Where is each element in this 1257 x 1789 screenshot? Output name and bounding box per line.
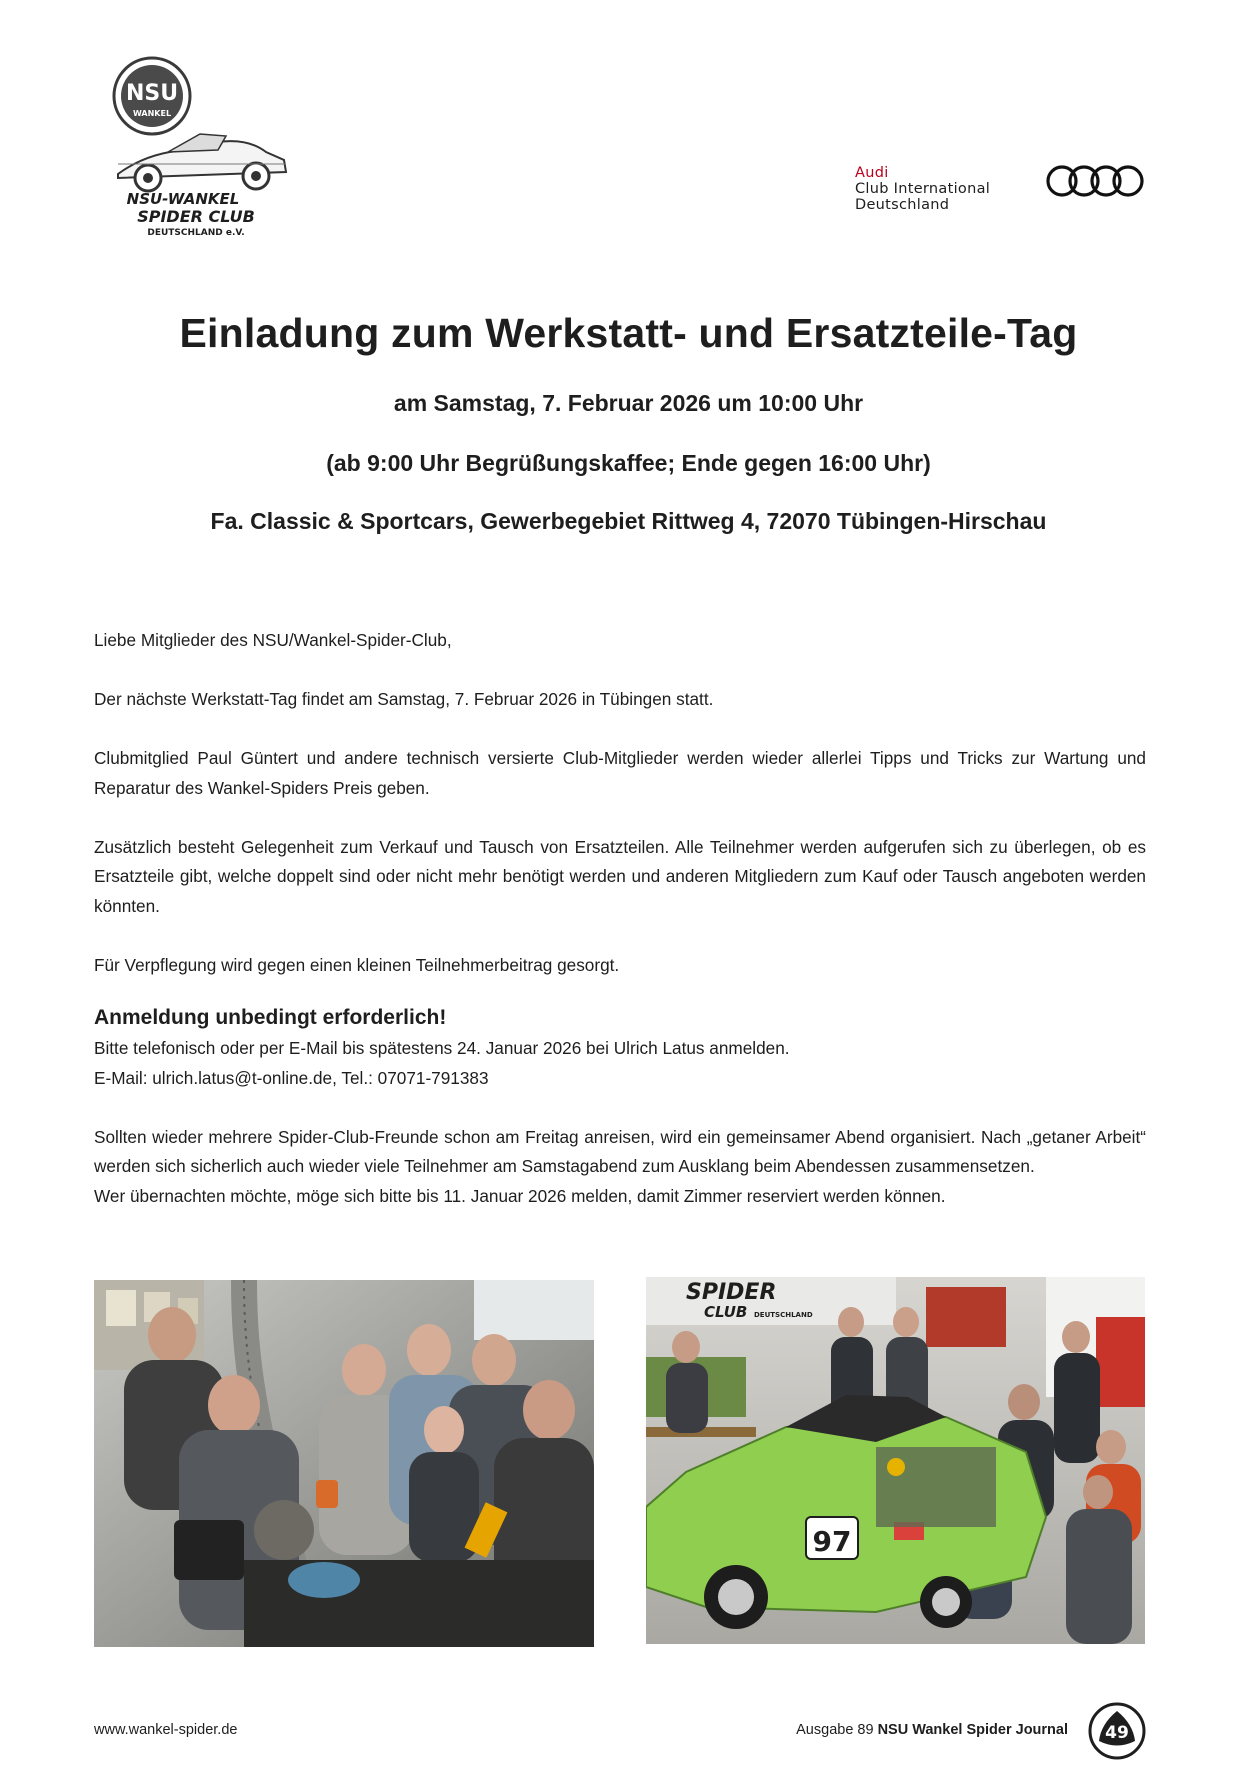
paragraph-parts-exchange: Zusätzlich besteht Gelegenheit zum Verkauf und Tausch von Ersatzteilen. Alle Teilnehmer werden aufgerufen sich zu überlegen, ob es Ersatzteile gibt, welche doppelt sind oder nicht mehr benötigt werden und anderen Mitgliedern zum Kauf oder Tausch angeboten werden könnten. bbox=[94, 836, 1146, 916]
footer-issue-number: Ausgabe 89 bbox=[796, 1722, 874, 1738]
paragraph-tips: Clubmitglied Paul Güntert und andere technisch versierte Club-Mitglieder werden wieder allerlei Tipps und Tricks zur Wartung und Reparatur des Wankel-Spiders Preis geben. bbox=[94, 748, 1146, 798]
letter-body bbox=[94, 626, 1146, 1211]
svg-text:97: 97 bbox=[812, 1525, 852, 1558]
svg-text:49: 49 bbox=[1105, 1723, 1129, 1743]
contact-line: E-Mail: ulrich.latus@t-online.de, Tel.: 07071-791383 bbox=[94, 1067, 489, 1088]
event-date: am Samstag, 7. Februar 2026 um 10:00 Uhr bbox=[393, 390, 864, 416]
svg-text:SPIDER CLUB: SPIDER CLUB bbox=[137, 207, 255, 226]
paragraph-overnight: Wer übernachten möchte, möge sich bitte bis 11. Januar 2026 melden, damit Zimmer reserviert werden können. bbox=[94, 1185, 946, 1206]
svg-text:WANKEL: WANKEL bbox=[132, 109, 172, 118]
greeting: Liebe Mitglieder des NSU/Wankel-Spider-Club, bbox=[94, 630, 452, 650]
svg-text:NSU-WANKEL: NSU-WANKEL bbox=[126, 190, 240, 208]
paragraph-catering: Für Verpflegung wird gegen einen kleinen Teilnehmerbeitrag gesorgt. bbox=[94, 954, 620, 975]
footer-journal-name: NSU Wankel Spider Journal bbox=[877, 1722, 1068, 1738]
audi-club-line: Club International bbox=[855, 181, 991, 197]
audi-wordmark: Audi bbox=[855, 165, 889, 181]
workshop-photo-group bbox=[94, 1280, 594, 1647]
paragraph-date: Der nächste Werkstatt-Tag findet am Samstag, 7. Februar 2026 in Tübingen statt. bbox=[94, 689, 714, 709]
registration-heading: Anmeldung unbedingt erforderlich! bbox=[94, 1006, 447, 1029]
audi-country-line: Deutschland bbox=[855, 197, 950, 213]
event-times: (ab 9:00 Uhr Begrüßungskaffee; Ende gegen 16:00 Uhr) bbox=[326, 450, 931, 476]
audi-rings-icon bbox=[1045, 162, 1145, 200]
footer-website: www.wankel-spider.de bbox=[94, 1722, 238, 1738]
workshop-photo-car bbox=[646, 1277, 1145, 1644]
footer-issue bbox=[796, 1722, 1068, 1738]
svg-text:CLUB: CLUB bbox=[704, 1303, 748, 1321]
nsu-wankel-spider-club-logo bbox=[108, 56, 298, 246]
svg-text:NSU: NSU bbox=[125, 81, 179, 106]
svg-text:DEUTSCHLAND: DEUTSCHLAND bbox=[754, 1311, 813, 1319]
registration-text: Bitte telefonisch oder per E-Mail bis spätestens 24. Januar 2026 bei Ulrich Latus anmelden. bbox=[94, 1038, 790, 1058]
page-number-badge bbox=[1088, 1702, 1146, 1760]
page-title: Einladung zum Werkstatt- und Ersatzteile-Tag bbox=[179, 310, 1078, 356]
svg-text:DEUTSCHLAND e.V.: DEUTSCHLAND e.V. bbox=[147, 228, 245, 238]
paragraph-evening: Sollten wieder mehrere Spider-Club-Freunde schon am Freitag anreisen, wird ein gemeinsamer Abend organisiert. Nach „getaner Arbeit“ werden sich sicherlich auch wieder viele Teilnehmer am Samstagabend zum Ausklang beim Abendessen zusammensetzen. bbox=[94, 1126, 1146, 1176]
event-location: Fa. Classic & Sportcars, Gewerbegebiet Rittweg 4, 72070 Tübingen-Hirschau bbox=[210, 508, 1047, 534]
svg-text:SPIDER: SPIDER bbox=[686, 1280, 777, 1305]
